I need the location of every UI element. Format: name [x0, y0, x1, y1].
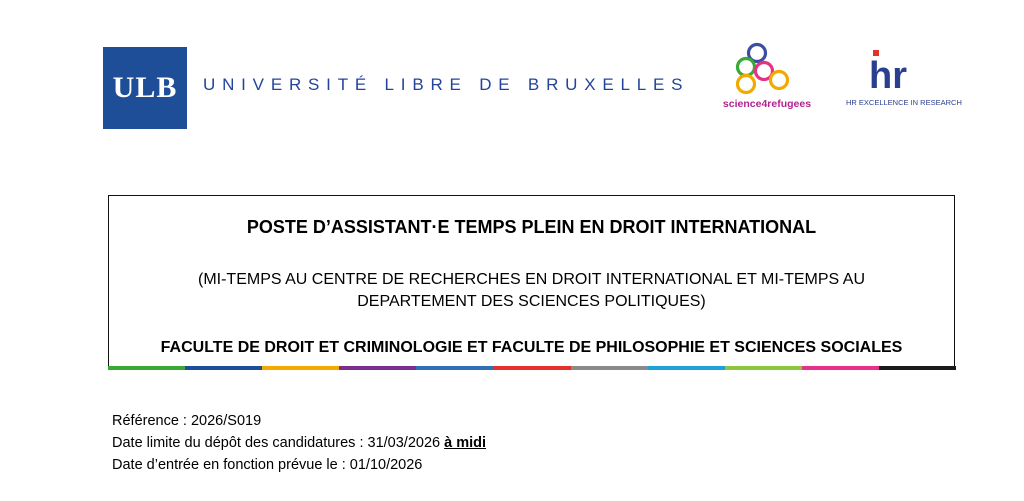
start-date-line: Date d’entrée en fonction prévue le : 01/10/2026	[112, 457, 423, 473]
deadline-label: Date limite du dépôt des candidatures : 31/03/2026	[112, 435, 445, 451]
color-bar-segment	[648, 366, 725, 370]
color-bar-segment	[493, 366, 570, 370]
science4refugees-logo	[712, 40, 822, 120]
hr-logo-mark: hr	[869, 55, 907, 97]
color-bar-segment	[262, 366, 339, 370]
color-bar-segment	[416, 366, 493, 370]
subtitle-line-2: DEPARTEMENT DES SCIENCES POLITIQUES)	[357, 293, 706, 310]
color-bar-segment	[108, 366, 185, 370]
title-box	[108, 195, 955, 369]
hr-excellence-mark-icon	[846, 40, 956, 98]
science4refugees-text: science4refugees	[722, 98, 812, 110]
university-name: UNIVERSITÉ LIBRE DE BRUXELLES	[203, 75, 690, 94]
reference-line: Référence : 2026/S019	[112, 413, 262, 429]
color-bar-divider	[108, 366, 956, 370]
science4refugees-circles-icon	[712, 40, 822, 98]
page-title: POSTE D’ASSISTANT·E TEMPS PLEIN EN DROIT INTERNATIONAL	[246, 217, 817, 237]
header	[0, 0, 1024, 140]
hr-excellence-logo	[846, 40, 962, 120]
hr-excellence-text: HR EXCELLENCE IN RESEARCH	[846, 98, 962, 107]
ulb-logo-text: ULB	[112, 71, 178, 104]
color-bar-segment	[879, 366, 956, 370]
color-bar-segment	[802, 366, 879, 370]
deadline-line	[112, 432, 486, 454]
color-bar-segment	[339, 366, 416, 370]
deadline-emphasis: à midi	[444, 435, 487, 451]
subtitle-line-1: (MI-TEMPS AU CENTRE DE RECHERCHES EN DROIT INTERNATIONAL ET MI-TEMPS AU	[197, 271, 866, 288]
color-bar-segment	[571, 366, 648, 370]
details-block	[112, 410, 486, 476]
ulb-logo	[103, 47, 187, 129]
faculty-line: FACULTE DE DROIT ET CRIMINOLOGIE ET FACULTE DE PHILOSOPHIE ET SCIENCES SOCIALES	[160, 339, 903, 356]
color-bar-segment	[185, 366, 262, 370]
color-bar-segment	[725, 366, 802, 370]
